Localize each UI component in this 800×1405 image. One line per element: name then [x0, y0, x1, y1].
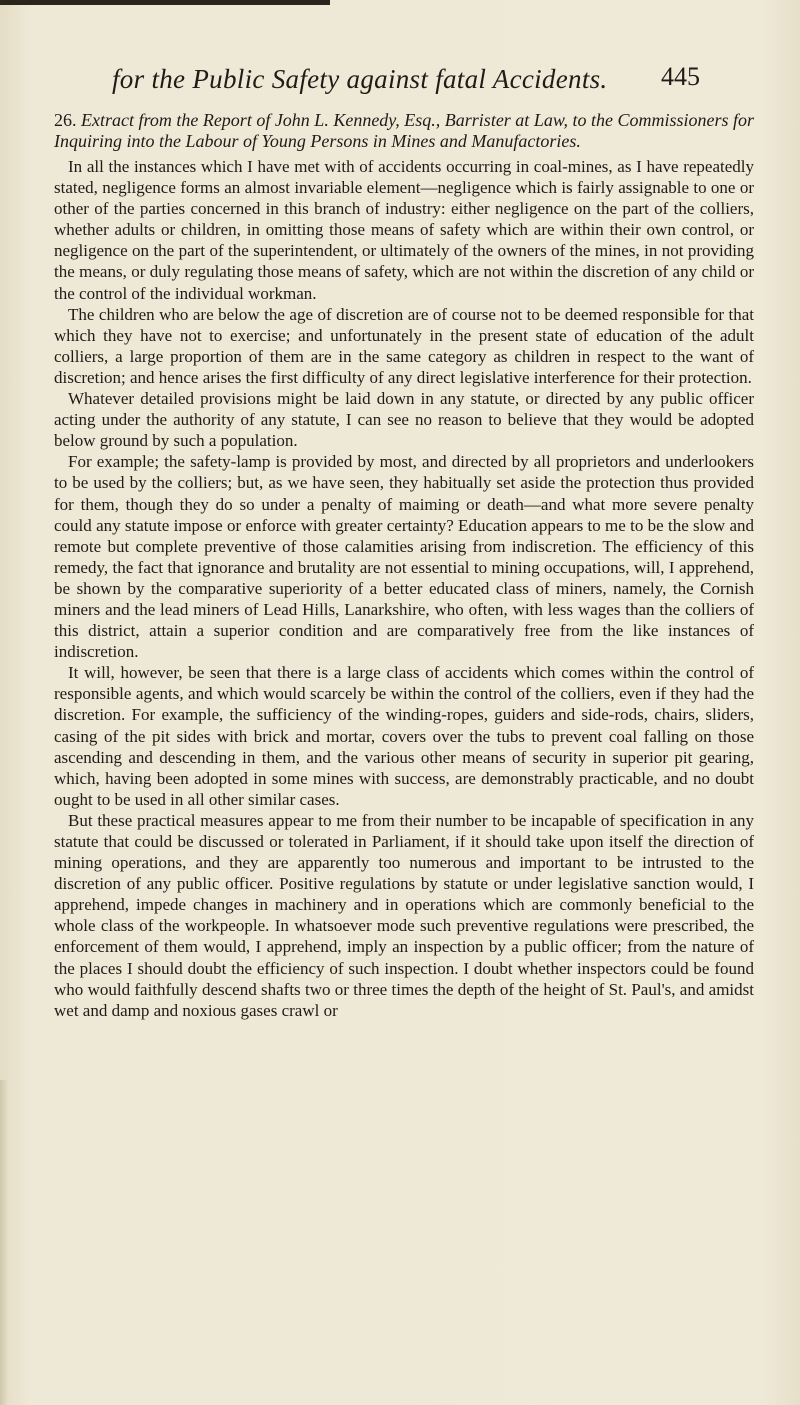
- running-head: [100, 62, 700, 102]
- binding-shadow: [0, 1080, 8, 1405]
- section-heading: [54, 110, 754, 152]
- paragraph-5: It will, however, be seen that there is a large class of accidents which comes within the control of responsible agents, and which would scarcely be within the control of the colliers, even if they had the discretion. For example, the sufficiency of the winding-ropes, guiders and side-rods, chairs, sliders, casing of the pit sides with brick and mortar, covers over the tubs to prevent coal falling on those ascending and descending in them, and the various other means of security in superior pit gearing, which, having been adopted in some mines with success, are demonstrably practicable, and no doubt ought to be used in all other similar cases.: [54, 663, 754, 809]
- page-body: [54, 110, 754, 1021]
- paragraph-3: Whatever detailed provisions might be laid down in any statute, or directed by any public officer acting under the authority of any statute, I can see no reason to believe that they would be adopted below ground by such a population.: [54, 389, 754, 451]
- paragraph-1: In all the instances which I have met with of accidents occurring in coal-mines, as I have repeatedly stated, negligence forms an almost invariable element—negligence which is fairly assignable to one or other of the parties concerned in this branch of industry: either negligence on the part of the colliers, whether adults or children, in omitting those means of safety which are within their own control, or negligence on the part of the superintendent, or ultimately of the owners of the mines, in not providing the means, or duly regulating those means of safety, which are not within the discretion of any child or the control of the individual workman.: [54, 157, 754, 303]
- paragraph-2: The children who are below the age of discretion are of course not to be deemed responsible for that which they have not to exercise; and unfortunately in the present state of education of the adult colliers, a large proportion of them are in the same category as children in respect to the want of discretion; and hence arises the first difficulty of any direct legislative interference for their protection.: [54, 304, 754, 387]
- running-title: for the Public Safety against fatal Accidents.: [112, 64, 608, 94]
- paragraph-4: For example; the safety-lamp is provided by most, and directed by all proprietors and underlookers to be used by the colliers; but, as we have seen, they habitually set aside the protection thus provided for them, though they do so under a penalty of maiming or death—and what more severe penalty could any statute impose or enforce with greater certainty? Education appears to me to be the slow and remote but complete preventive of those calamities arising from indiscretion. The efficiency of this remedy, the fact that ignorance and brutality are not essential to mining occupations, will, I apprehend, be shown by the comparative superiority of a better educated class of miners, namely, the Cornish miners and the lead miners of Lead Hills, Lanarkshire, who often, with less wages than the colliers of this district, attain a superior condition and are comparatively free from the like instances of indiscretion.: [54, 452, 754, 662]
- top-edge-rule: [0, 0, 330, 5]
- section-number: 26.: [54, 110, 77, 130]
- page-number: 445: [661, 62, 700, 91]
- section-title: Extract from the Report of John L. Kennedy, Esq., Barrister at Law, to the Commissioners for Inquiring into the Labour of Young Persons in Mines and Manufactories.: [54, 110, 755, 151]
- paragraph-6: But these practical measures appear to me from their number to be incapable of specification in any statute that could be discussed or tolerated in Parliament, if it should take upon itself the direction of mining operations, and they are apparently too numerous and important to be intrusted to the discretion of any public officer. Positive regulations by statute or under legislative sanction would, I apprehend, impede changes in machinery and in operations which are commonly beneficial to the whole class of the workpeople. In whatsoever mode such preventive regulations were prescribed, the enforcement of them would, I apprehend, imply an inspection by a public officer; from the nature of the places I should doubt the efficiency of such inspection. I doubt whether inspectors could be found who would faithfully descend shafts two or three times the depth of the height of St. Paul's, and amidst wet and damp and noxious gases crawl or: [54, 810, 754, 1020]
